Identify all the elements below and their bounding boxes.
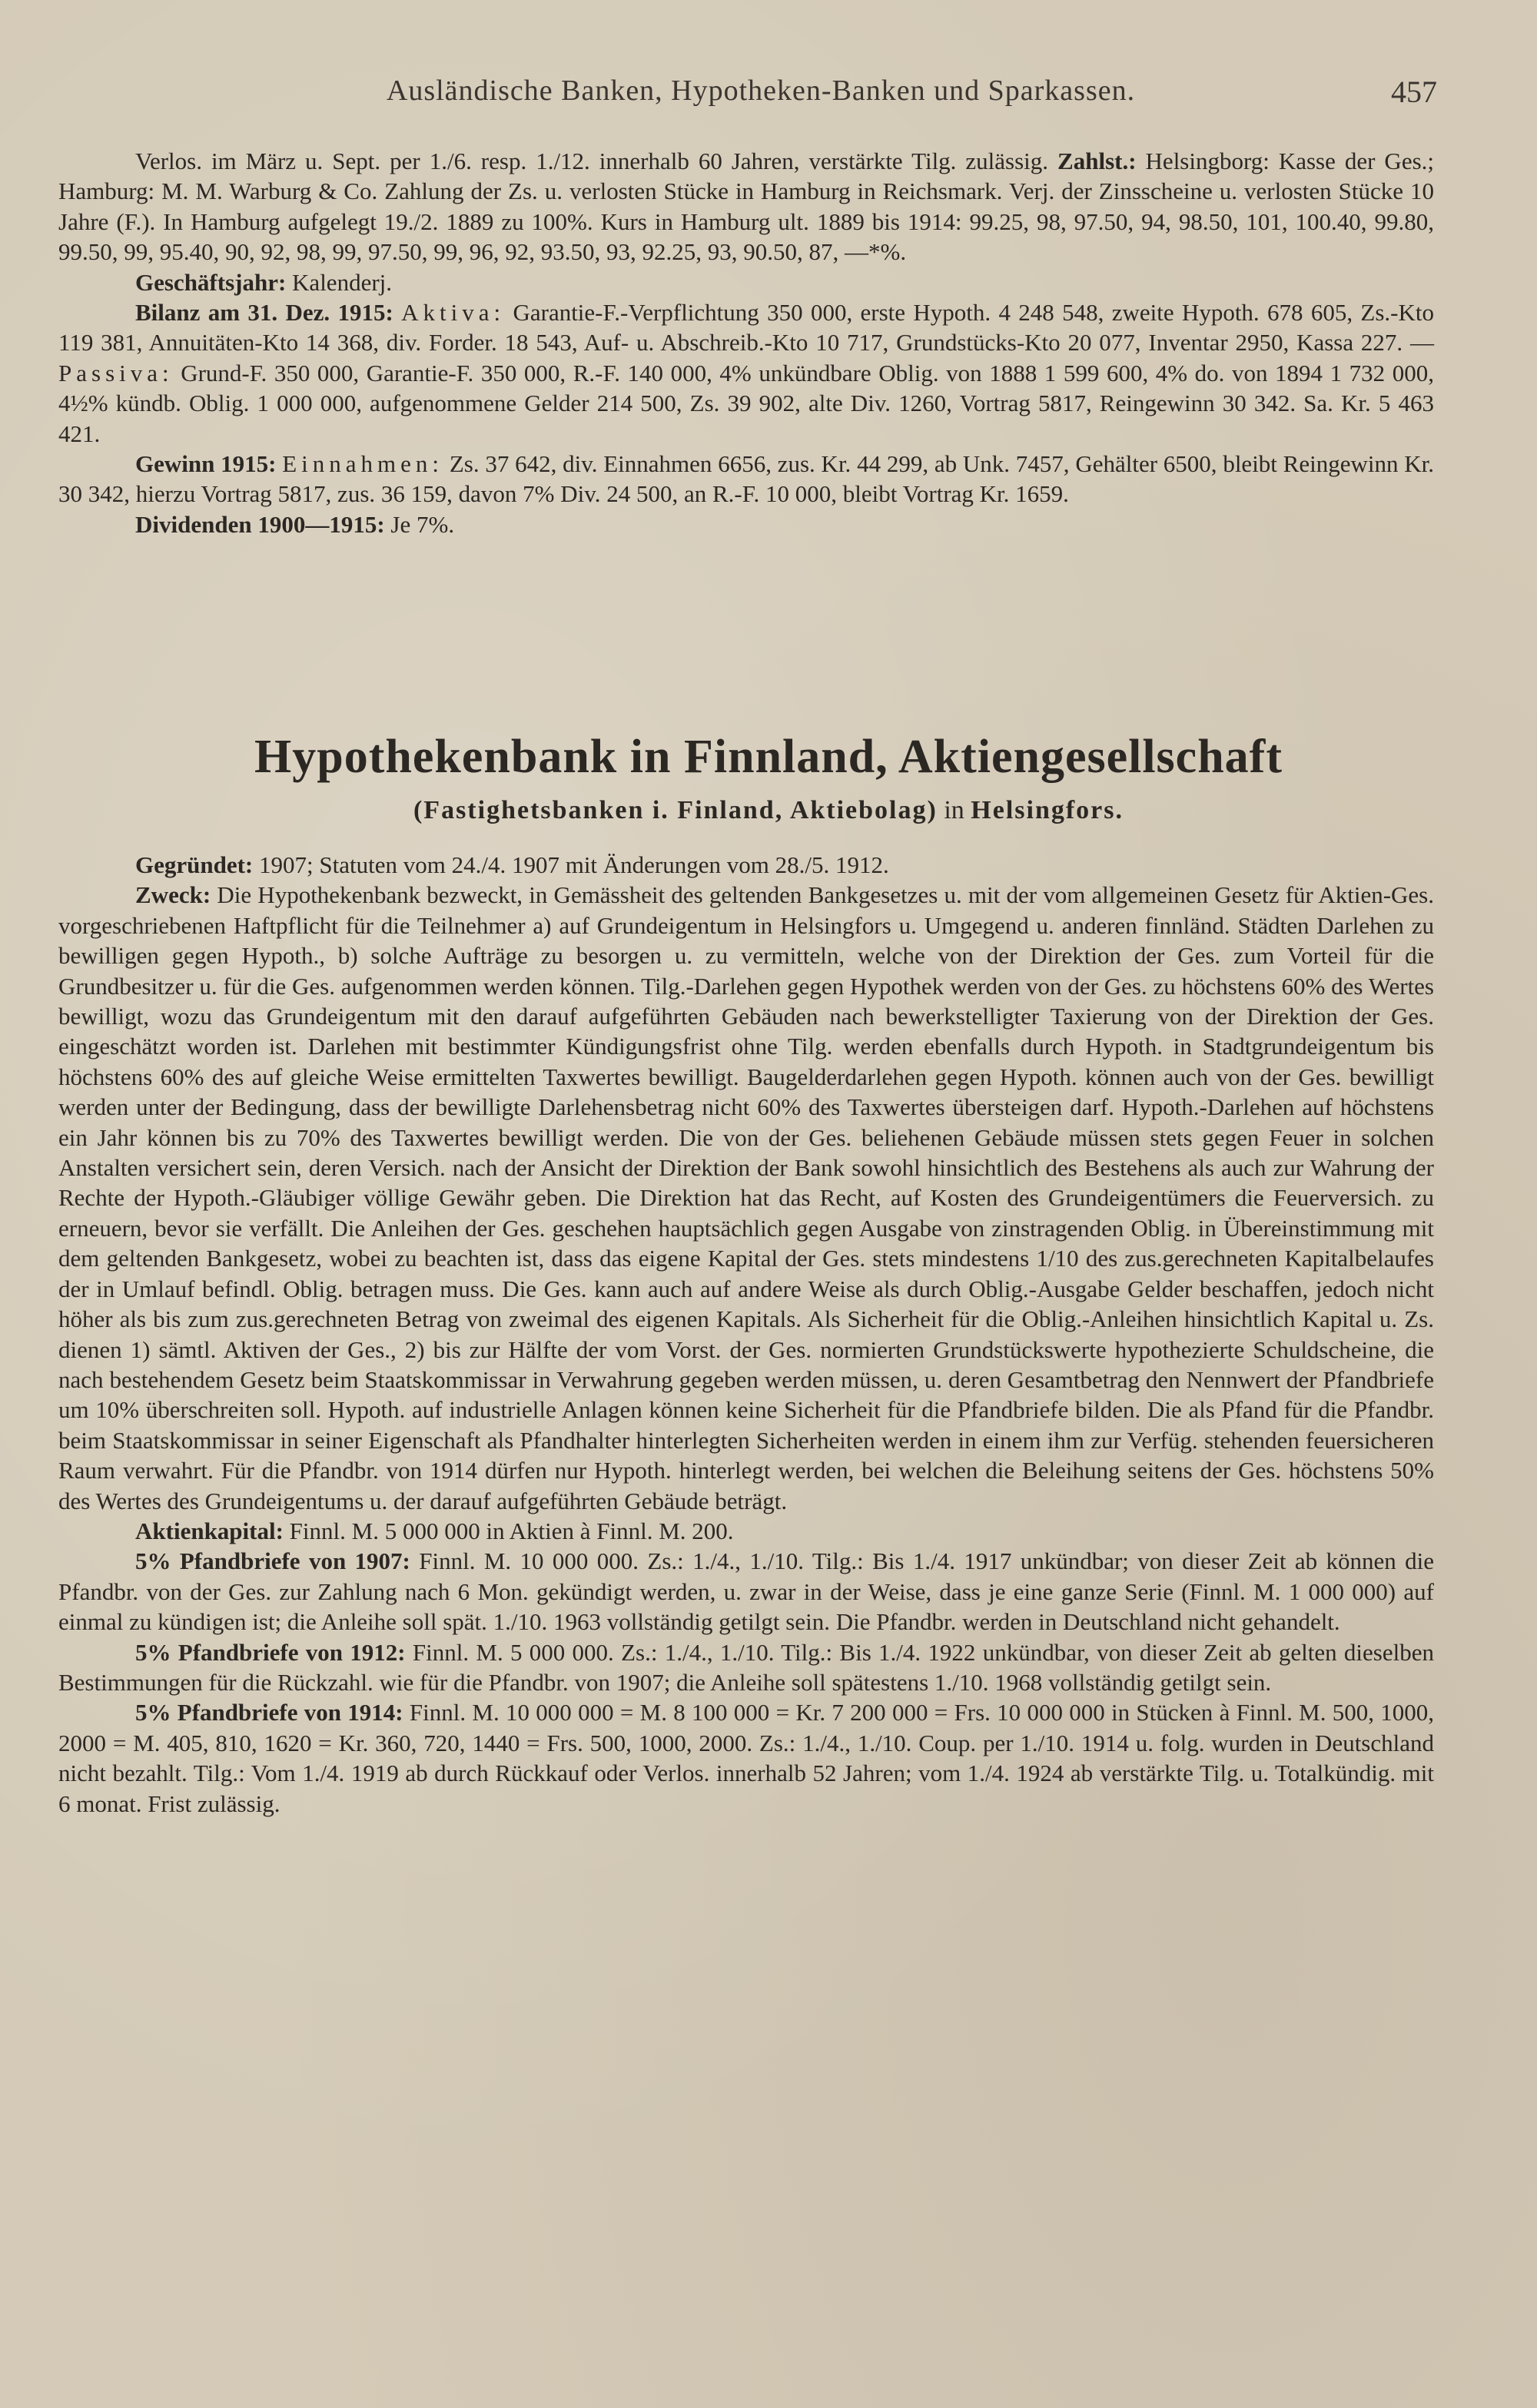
bilanz-label: Bilanz am 31. Dez. 1915: bbox=[135, 299, 393, 327]
page-number: 457 bbox=[1391, 75, 1437, 109]
gewinn-label: Gewinn 1915: bbox=[135, 450, 277, 478]
pfandbriefe-1914-paragraph bbox=[58, 1697, 1434, 1819]
zweck-paragraph bbox=[58, 880, 1434, 1516]
zweck-label: Zweck: bbox=[135, 881, 211, 909]
pfandbriefe-1912-paragraph bbox=[58, 1637, 1434, 1698]
zahlstellen-label: Zahlst.: bbox=[1057, 148, 1137, 174]
geschaeftsjahr-paragraph bbox=[58, 267, 1434, 297]
aktiva-text: Garantie-F.-Verpflichtung 350 000, erste Hypoth. 4 248 548, zweite Hypoth. 678 605, Zs.-Kto 119 381, Annuitäten-Kto 14 368, div. Forder. 18 543, Auf- u. Abschreib.-Kto 10 717, Grundstücks-Kto 20 077, Inventar 2950, Kassa 227. — bbox=[58, 299, 1435, 357]
gegruendet-paragraph bbox=[58, 850, 1434, 880]
section-body bbox=[58, 850, 1434, 1819]
verlosung-paragraph bbox=[58, 146, 1434, 267]
section-subtitle bbox=[46, 796, 1491, 825]
gegruendet-text: 1907; Statuten vom 24./4. 1907 mit Änderungen vom 28./5. 1912. bbox=[259, 851, 889, 878]
subtitle-city: Helsingfors. bbox=[971, 796, 1124, 824]
passiva-label: Passiva: bbox=[58, 359, 174, 386]
pfandbriefe-1912-text: Finnl. M. 5 000 000. Zs.: 1./4., 1./10. Tilg.: Bis 1./4. 1922 unkündbar, von dieser Zeit ab gelten dieselben Bestimmungen für die Rückzahl. wie für die Pfandbr. von 1907; die Anleihe soll spätestens 1./10. 1968 vollständig getilgt sein. bbox=[58, 1638, 1435, 1696]
subtitle-in: in bbox=[944, 796, 964, 824]
section-title: Hypothekenbank in Finnland, Aktiengesellschaft bbox=[254, 731, 1283, 783]
pfandbriefe-1914-text: Finnl. M. 10 000 000 = M. 8 100 000 = Kr. 7 200 000 = Frs. 10 000 000 in Stücken à Finnl. M. 500, 1000, 2000 = M. 405, 810, 1620 = Kr. 360, 720, 1440 = Frs. 500, 1000, 2000. Zs.: 1./4., 1./10. Coup. per 1./10. 1914 u. folg. wurden in Deutschland nicht bezahlt. Tilg.: Vom 1./4. 1919 ab durch Rückkauf oder Verlos. innerhalb 52 Jahren; vom 1./4. 1924 ab verstärkte Tilg. u. Totalkündig. mit 6 monat. Frist zulässig. bbox=[58, 1699, 1435, 1817]
passiva-text: Grund-F. 350 000, Garantie-F. 350 000, R.-F. 140 000, 4% unkündbare Oblig. von 1888 1 599 600, 4% do. von 1894 1 732 000, 4½% kündb. Oblig. 1 000 000, aufgenommene Gelder 214 500, Zs. 39 902, alte Div. 1260, Vortrag 5817, Reingewinn 30 342. Sa. Kr. 5 463 421. bbox=[58, 359, 1435, 447]
pfandbriefe-1914-label: 5% Pfandbriefe von 1914: bbox=[135, 1699, 403, 1726]
aktienkapital-label: Aktienkapital: bbox=[135, 1517, 284, 1544]
dividenden-label: Dividenden 1900—1915: bbox=[135, 510, 385, 538]
aktiva-label: Aktiva: bbox=[401, 299, 506, 327]
dividenden-paragraph bbox=[58, 509, 1434, 539]
gegruendet-label: Gegründet: bbox=[135, 851, 254, 878]
geschaeftsjahr-text: Kalenderj. bbox=[292, 268, 393, 296]
aktienkapital-paragraph bbox=[58, 1516, 1434, 1546]
geschaeftsjahr-label: Geschäftsjahr: bbox=[135, 268, 287, 296]
verlosung-text: Verlos. im März u. Sept. per 1./6. resp. 1./12. innerhalb 60 Jahren, verstärkte Tilg. zulässig. bbox=[135, 148, 1049, 174]
gewinn-text: Zs. 37 642, div. Einnahmen 6656, zus. Kr. 44 299, ab Unk. 7457, Gehälter 6500, bleibt Reingewinn Kr. 30 342, hierzu Vortrag 5817, zus. 36 159, davon 7% Div. 24 500, an R.-F. 10 000, bleibt Vortrag Kr. 1659. bbox=[58, 450, 1435, 508]
pfandbriefe-1907-text: Finnl. M. 10 000 000. Zs.: 1./4., 1./10. Tilg.: Bis 1./4. 1917 unkündbar; von dieser Zeit ab können die Pfandbr. von der Ges. zur Zahlung nach 6 Mon. gekündigt werden, u. zwar in der Weise, dass je eine ganze Serie (Finnl. M. 1 000 000) auf einmal zu kündigen ist; die Anleihe soll spät. 1./10. 1963 vollständig getilgt sein. Die Pfandbr. werden in Deutschland nicht gehandelt. bbox=[58, 1547, 1434, 1636]
pfandbriefe-1912-label: 5% Pfandbriefe von 1912: bbox=[135, 1638, 406, 1666]
einnahmen-label: Einnahmen: bbox=[282, 450, 444, 478]
aktienkapital-text: Finnl. M. 5 000 000 in Aktien à Finnl. M. 200. bbox=[289, 1517, 734, 1544]
running-header: Ausländische Banken, Hypotheken-Banken und Sparkassen. bbox=[386, 75, 1136, 107]
zweck-text: Die Hypothekenbank bezweckt, in Gemässheit des geltenden Bankgesetzes u. mit der vom allgemeinen Gesetz für Aktien-Ges. vorgeschriebenen Haftpflicht für die Teilnehmer a) auf Grundeigentum in Helsingfors u. Umgegend u. anderen finnländ. Städten Darlehen zu bewilligen gegen Hypoth., b) solche Aufträge zu besorgen u. zu vermitteln, welche von der Direktion der Ges. zum Vorteil für die Grundbesitzer u. für die Ges. aufgenommen werden können. Tilg.-Darlehen gegen Hypothek werden von der Ges. zu höchstens 60% des Wertes bewilligt, wozu das Grundeigentum mit den darauf aufgeführten Gebäuden nach bewerkstelligter Taxierung von der Direktion der Ges. eingeschätzt worden ist. Darlehen mit bestimmter Kündigungsfrist ohne Tilg. werden ebenfalls durch Hypoth. in Stadtgrundeigentum bis höchstens 60% des auf gleiche Weise ermittelten Taxwertes bewilligt. Baugelderdarlehen gegen Hypoth. können auch von der Ges. bewilligt werden unter der Bedingung, dass der bewilligte Darlehensbetrag nicht 60% des Taxwertes übersteigen darf. Hypoth.-Darlehen auf höchstens ein Jahr können bis zu 70% des Taxwertes bewilligt werden. Die von der Ges. beliehenen Gebäude müssen stets gegen Feuer in solchen Anstalten versichert sein, deren Versich. nach der Ansicht der Direktion der Bank sowohl hinsichtlich des Bestehens als auch zur Wahrung der Rechte der Hypoth.-Gläubiger völlige Gewähr geben. Die Direktion hat das Recht, auf Kosten des Grundeigentümers die Feuerversich. zu erneuern, bevor sie verfällt. Die Anleihen der Ges. geschehen hauptsächlich gegen Ausgabe von zinstragenden Oblig. in Übereinstimmung mit dem geltenden Bankgesetz, wobei zu beachten ist, dass das eigene Kapital der Ges. stets mindestens 1/10 des zus.gerechneten Kapitalbelaufes der in Umlauf befindl. Oblig. betragen muss. Die Ges. kann auch auf andere Weise als durch Oblig.-Ausgabe Gelder beschaffen, jedoch nicht höher als bis zum zus.gerechneten Betrag von zweimal des eigenen Kapitals. Als Sicherheit für die Oblig.-Anleihen hinsichtlich Kapital u. Zs. dienen 1) sämtl. Aktiven der Ges., 2) bis zur Hälfte der vom Vorst. der Ges. normierten Grundstückswerte hypothezierte Schuldscheine, die nach bestehendem Gesetz beim Staatskommissar in Verwahrung gegeben werden müssen, u. deren Gesamtbetrag den Nennwert der Pfandbriefe um 10% überschreiten soll. Hypoth. auf industrielle Anlagen können keine Sicherheit für die Pfandbriefe bilden. Die als Pfand für die Pfandbr. beim Staatskommissar in seiner Eigenschaft als Pfandhalter hinterlegten Sicherheiten werden in einem ihm zur Verfüg. stehenden feuersicheren Raum verwahrt. Für die Pfandbr. von 1914 dürfen nur Hypoth. hinterlegt werden, bei welchen die Beleihung seitens der Ges. höchstens 50% des Wertes des Grundeigentums u. der darauf aufgeführten Gebäude beträgt. bbox=[58, 881, 1435, 1514]
pfandbriefe-1907-label: 5% Pfandbriefe von 1907: bbox=[135, 1547, 410, 1575]
pfandbriefe-1907-paragraph bbox=[58, 1546, 1434, 1637]
gewinn-paragraph bbox=[58, 449, 1434, 509]
subtitle-company-name: (Fastighetsbanken i. Finland, Aktiebolag) bbox=[413, 796, 938, 824]
dividenden-text: Je 7%. bbox=[390, 510, 455, 538]
previous-entry bbox=[58, 146, 1434, 539]
bilanz-paragraph bbox=[58, 297, 1434, 449]
zahlstellen-text: Helsingborg: Kasse der Ges.; Hamburg: M. M. Warburg & Co. Zahlung der Zs. u. verlosten Stücke in Hamburg in Reichsmark. Verj. der Zinsscheine u. verlosten Stücke 10 Jahre (F.). In Hamburg aufgelegt 19./2. 1889 zu 100%. Kurs in Hamburg ult. 1889 bis 1914: 99.25, 98, 97.50, 94, 98.50, 101, 100.40, 99.80, 99.50, 99, 95.40, 90, 92, 98, 99, 97.50, 99, 96, 92, 93.50, 93, 92.25, 93, 90.50, 87, —*%. bbox=[58, 148, 1435, 266]
